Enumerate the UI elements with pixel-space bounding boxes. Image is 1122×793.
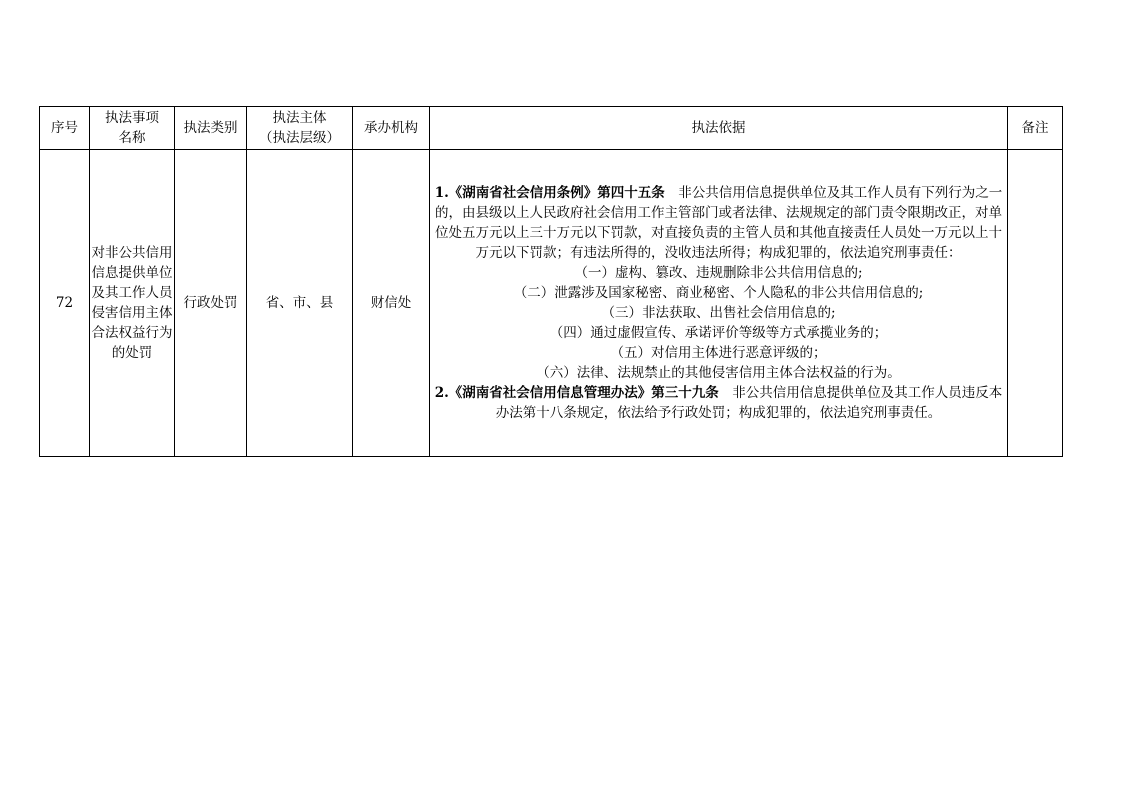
basis-law2-title: 2.《湖南省社会信用信息管理办法》第三十九条 xyxy=(434,385,719,401)
header-item-name-line1: 执法事项 xyxy=(105,110,159,126)
basis-item-6: （六）法律、法规禁止的其他侵害信用主体合法权益的行为。 xyxy=(536,365,901,381)
header-seq: 序号 xyxy=(40,107,90,150)
basis-law1 xyxy=(430,183,1007,263)
cell-subject: 省、市、县 xyxy=(247,150,353,457)
header-basis: 执法依据 xyxy=(430,107,1008,150)
basis-law2-text: 非公共信用信息提供单位及其工作人员违反本办法第十八条规定，依法给予行政处罚；构成犯罪的，依法追究刑事责任。 xyxy=(495,385,1003,421)
header-subject xyxy=(247,107,353,150)
cell-basis xyxy=(430,150,1008,457)
cell-item-name: 对非公共信用信息提供单位及其工作人员侵害信用主体合法权益行为的处罚 xyxy=(90,150,175,457)
header-item-name-line2: 名称 xyxy=(118,130,146,146)
header-agency: 承办机构 xyxy=(353,107,430,150)
basis-law1-text: 非公共信用信息提供单位及其工作人员有下列行为之一的，由县级以上人民政府社会信用工作主管部门或者法律、法规规定的部门责令限期改正，对单位处五万元以上三十万元以下罚款，对直接负责的主管人员和其他直接责任人员处一万元以上十万元以下罚款；有违法所得的，没收违法所得；构成犯罪的，依法追究刑事责任： xyxy=(435,185,1003,261)
basis-item-1: （一）虚构、篡改、违规删除非公共信用信息的; xyxy=(574,265,863,281)
header-remarks: 备注 xyxy=(1008,107,1063,150)
basis-law2 xyxy=(430,383,1007,423)
basis-item-5: （五）对信用主体进行恶意评级的； xyxy=(610,345,827,361)
cell-category: 行政处罚 xyxy=(175,150,247,457)
header-subject-line2: （执法层级） xyxy=(259,130,340,146)
basis-law1-title: 1.《湖南省社会信用条例》第四十五条 xyxy=(434,185,665,201)
cell-agency: 财信处 xyxy=(353,150,430,457)
table-row xyxy=(40,150,1063,457)
header-category: 执法类别 xyxy=(175,107,247,150)
header-row xyxy=(40,107,1063,150)
cell-remarks xyxy=(1008,150,1063,457)
basis-item-3: （三）非法获取、出售社会信用信息的; xyxy=(601,305,836,321)
basis-item-2: （二）泄露涉及国家秘密、商业秘密、个人隐私的非公共信用信息的; xyxy=(513,285,924,301)
basis-item-4: （四）通过虚假宣传、承诺评价等级等方式承揽业务的； xyxy=(549,325,888,341)
header-subject-line1: 执法主体 xyxy=(272,110,327,126)
cell-seq: 72 xyxy=(40,150,90,457)
enforcement-table xyxy=(39,106,1063,457)
header-item-name xyxy=(90,107,175,150)
